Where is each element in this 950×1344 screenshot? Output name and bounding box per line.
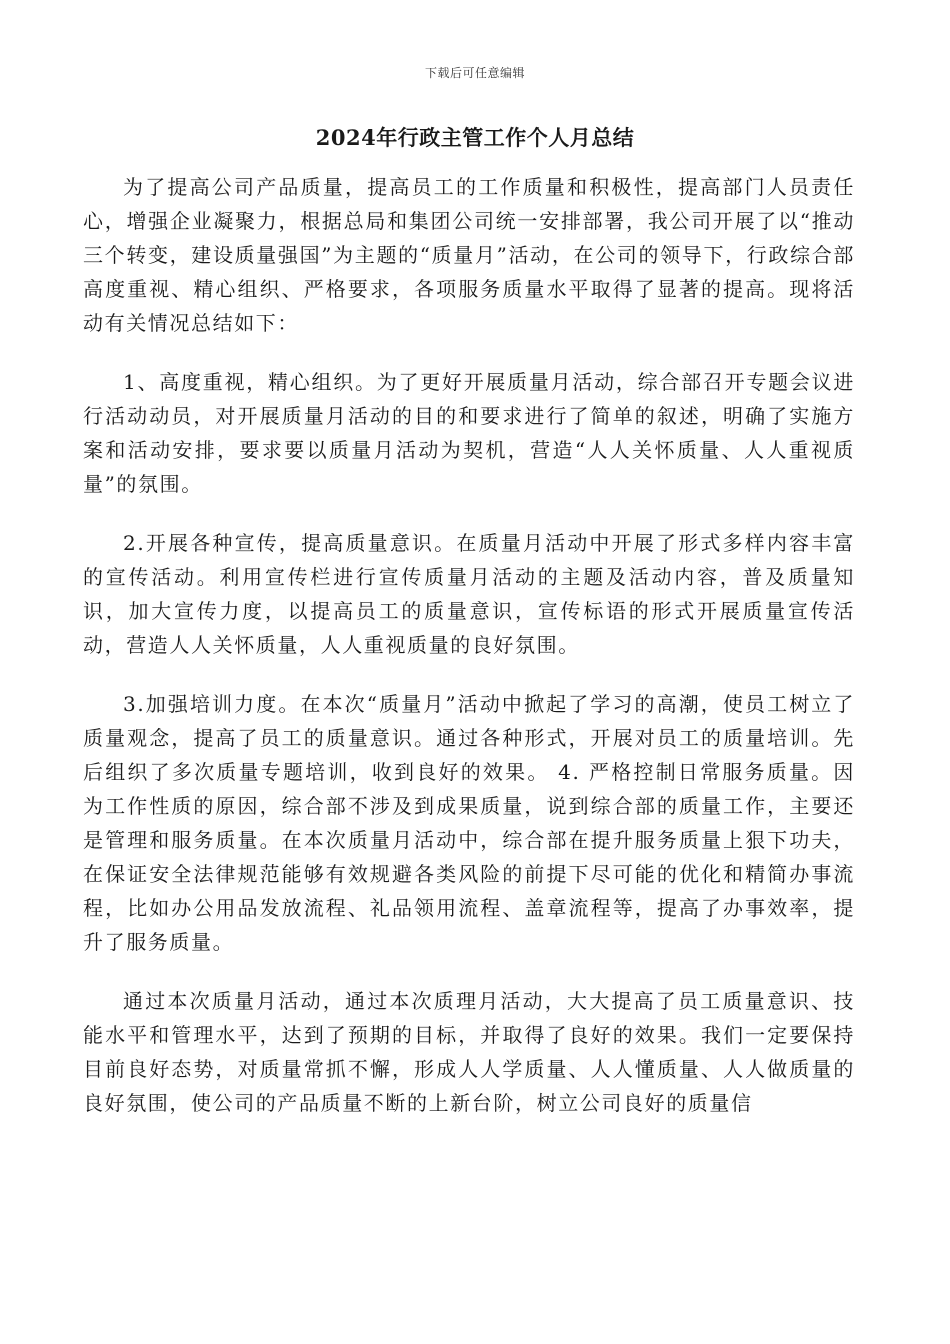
- document-body: [83, 170, 855, 1145]
- download-note: 下载后可任意编辑: [424, 66, 525, 80]
- paragraph-point-3-4: 3.加强培训力度。在本次“质量月”活动中掀起了学习的高潮，使员工树立了质量观念，提高了员工的质量意识。通过各种形式，开展对员工的质量培训。先后组织了多次质量专题培训，收到良好的效果。 4. 严格控制日常服务质量。因为工作性质的原因，综合部不涉及到成果质量，说到综合部的质量工作，主要还是管理和服务质量。在本次质量月活动中，综合部在提升服务质量上狠下功夫，在保证安全法律规范能够有效规避各类风险的前提下尽可能的优化和精简办事流程，比如办公用品发放流程、礼品领用流程、盖章流程等，提高了办事效率，提升了服务质量。: [83, 692, 855, 954]
- paragraph-conclusion: 通过本次质量月活动，通过本次质理月活动，大大提高了员工质量意识、技能水平和管理水平，达到了预期的目标，并取得了良好的效果。我们一定要保持目前良好态势，对质量常抓不懈，形成人人学质量、人人懂质量、人人做质量的良好氛围，使公司的产品质量不断的上新台阶，树立公司良好的质量信: [83, 989, 855, 1115]
- paragraph-intro: 为了提高公司产品质量，提高员工的工作质量和积极性，提高部门人员责任心，增强企业凝聚力，根据总局和集团公司统一安排部署，我公司开展了以“推动三个转变，建设质量强国”为主题的“质量月”活动，在公司的领导下，行政综合部高度重视、精心组织、严格要求，各项服务质量水平取得了显著的提高。现将活动有关情况总结如下：: [83, 175, 855, 335]
- document-title: 2024年行政主管工作个人月总结: [315, 125, 635, 150]
- paragraph-point-2: 2.开展各种宣传，提高质量意识。在质量月活动中开展了形式多样内容丰富的宣传活动。利用宣传栏进行宣传质量月活动的主题及活动内容，普及质量知识，加大宣传力度，以提高员工的质量意识，宣传标语的形式开展质量宣传活动，营造人人关怀质量，人人重视质量的良好氛围。: [83, 531, 855, 657]
- paragraph-point-1: 1、高度重视，精心组织。为了更好开展质量月活动，综合部召开专题会议进行活动动员，对开展质量月活动的目的和要求进行了简单的叙述，明确了实施方案和活动安排，要求要以质量月活动为契机，营造“人人关怀质量、人人重视质量”的氛围。: [83, 370, 855, 496]
